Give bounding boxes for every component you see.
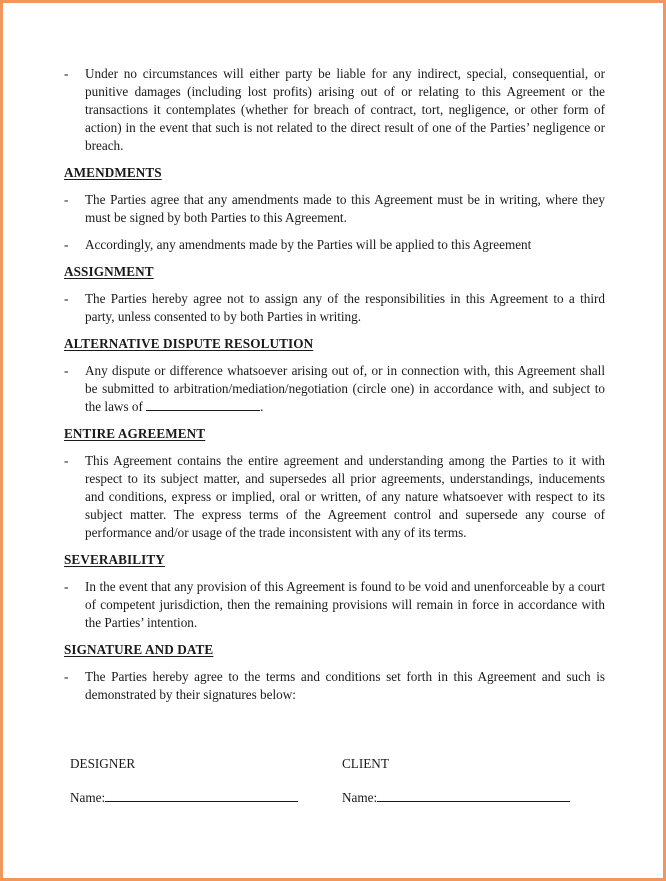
heading-signature-date: SIGNATURE AND DATE — [64, 642, 214, 657]
client-signature — [342, 755, 570, 807]
client-name-line[interactable] — [377, 789, 570, 802]
bullet-signature — [64, 668, 605, 704]
bullet-marker: - — [64, 66, 69, 81]
bullet-marker: - — [64, 291, 69, 306]
client-name-row — [342, 789, 570, 807]
heading-severability: SEVERABILITY — [64, 552, 165, 567]
bullet-marker: - — [64, 453, 69, 468]
bullet-marker: - — [64, 363, 69, 378]
designer-name-row — [70, 789, 298, 807]
bullet-severability — [64, 578, 605, 632]
bullet-adr — [64, 362, 605, 416]
heading-entire-agreement: ENTIRE AGREEMENT — [64, 426, 206, 441]
designer-name-line[interactable] — [105, 789, 298, 802]
bullet-text: The Parties hereby agree to the terms and conditions set forth in this Agreement and such is demonstrated by their signatures below: — [85, 669, 605, 702]
bullet-marker: - — [64, 579, 69, 594]
bullet-text: In the event that any provision of this Agreement is found to be void and unenforceable by a court of competent jurisdiction, then the remaining provisions will remain in force in accordance with the Parties’ intention. — [85, 579, 605, 630]
bullet-marker: - — [64, 192, 69, 207]
bullet-marker: - — [64, 669, 69, 684]
bullet-marker: - — [64, 237, 69, 252]
bullet-text: Accordingly, any amendments made by the Parties will be applied to this Agreement — [85, 237, 532, 252]
bullet-text: Any dispute or difference whatsoever arising out of, or in connection with, this Agreement shall be submitted to arbitration/mediation/negotiation (circle one) in accordance with, and subject to the laws of — [85, 363, 605, 414]
bullet-end: . — [260, 399, 264, 414]
bullet-text: Under no circumstances will either party be liable for any indirect, special, consequential, or punitive damages (including lost profits) arising out of or relating to this Agreement or the transactions it contemplates (whether for breach of contract, tort, negligence, or other form of action) in the event that such is not related to the direct result of one of the Parties’ negligence or breach. — [85, 66, 605, 153]
bullet-text: The Parties hereby agree not to assign any of the responsibilities in this Agreement to a third party, unless consented to by both Parties in writing. — [85, 291, 605, 324]
bullet-liability — [64, 65, 605, 155]
bullet-amendments-1 — [64, 191, 605, 227]
heading-assignment: ASSIGNMENT — [64, 264, 154, 279]
client-name-label: Name: — [342, 790, 378, 805]
heading-amendments: AMENDMENTS — [64, 165, 162, 180]
bullet-assignment — [64, 290, 605, 326]
bullet-amendments-2 — [64, 236, 605, 254]
designer-name-label: Name: — [70, 790, 106, 805]
designer-label: DESIGNER — [70, 756, 136, 771]
bullet-text: This Agreement contains the entire agreement and understanding among the Parties to it with respect to its subject matter, and supersedes all prior agreements, understandings, inducements and conditions, express or implied, oral or written, of any nature whatsoever with respect to its subject matter. The express terms of the Agreement control and supersede any course of performance and/or usage of the trade inconsistent with any of its terms. — [85, 453, 605, 540]
bullet-text: The Parties agree that any amendments made to this Agreement must be in writing, where they must be signed by both Parties to this Agreement. — [85, 192, 605, 225]
bullet-entire-agreement — [64, 452, 605, 542]
client-label: CLIENT — [342, 756, 389, 771]
designer-signature — [70, 755, 298, 807]
heading-adr: ALTERNATIVE DISPUTE RESOLUTION — [64, 336, 314, 351]
document-body — [64, 65, 605, 713]
law-blank-line[interactable] — [146, 398, 260, 411]
